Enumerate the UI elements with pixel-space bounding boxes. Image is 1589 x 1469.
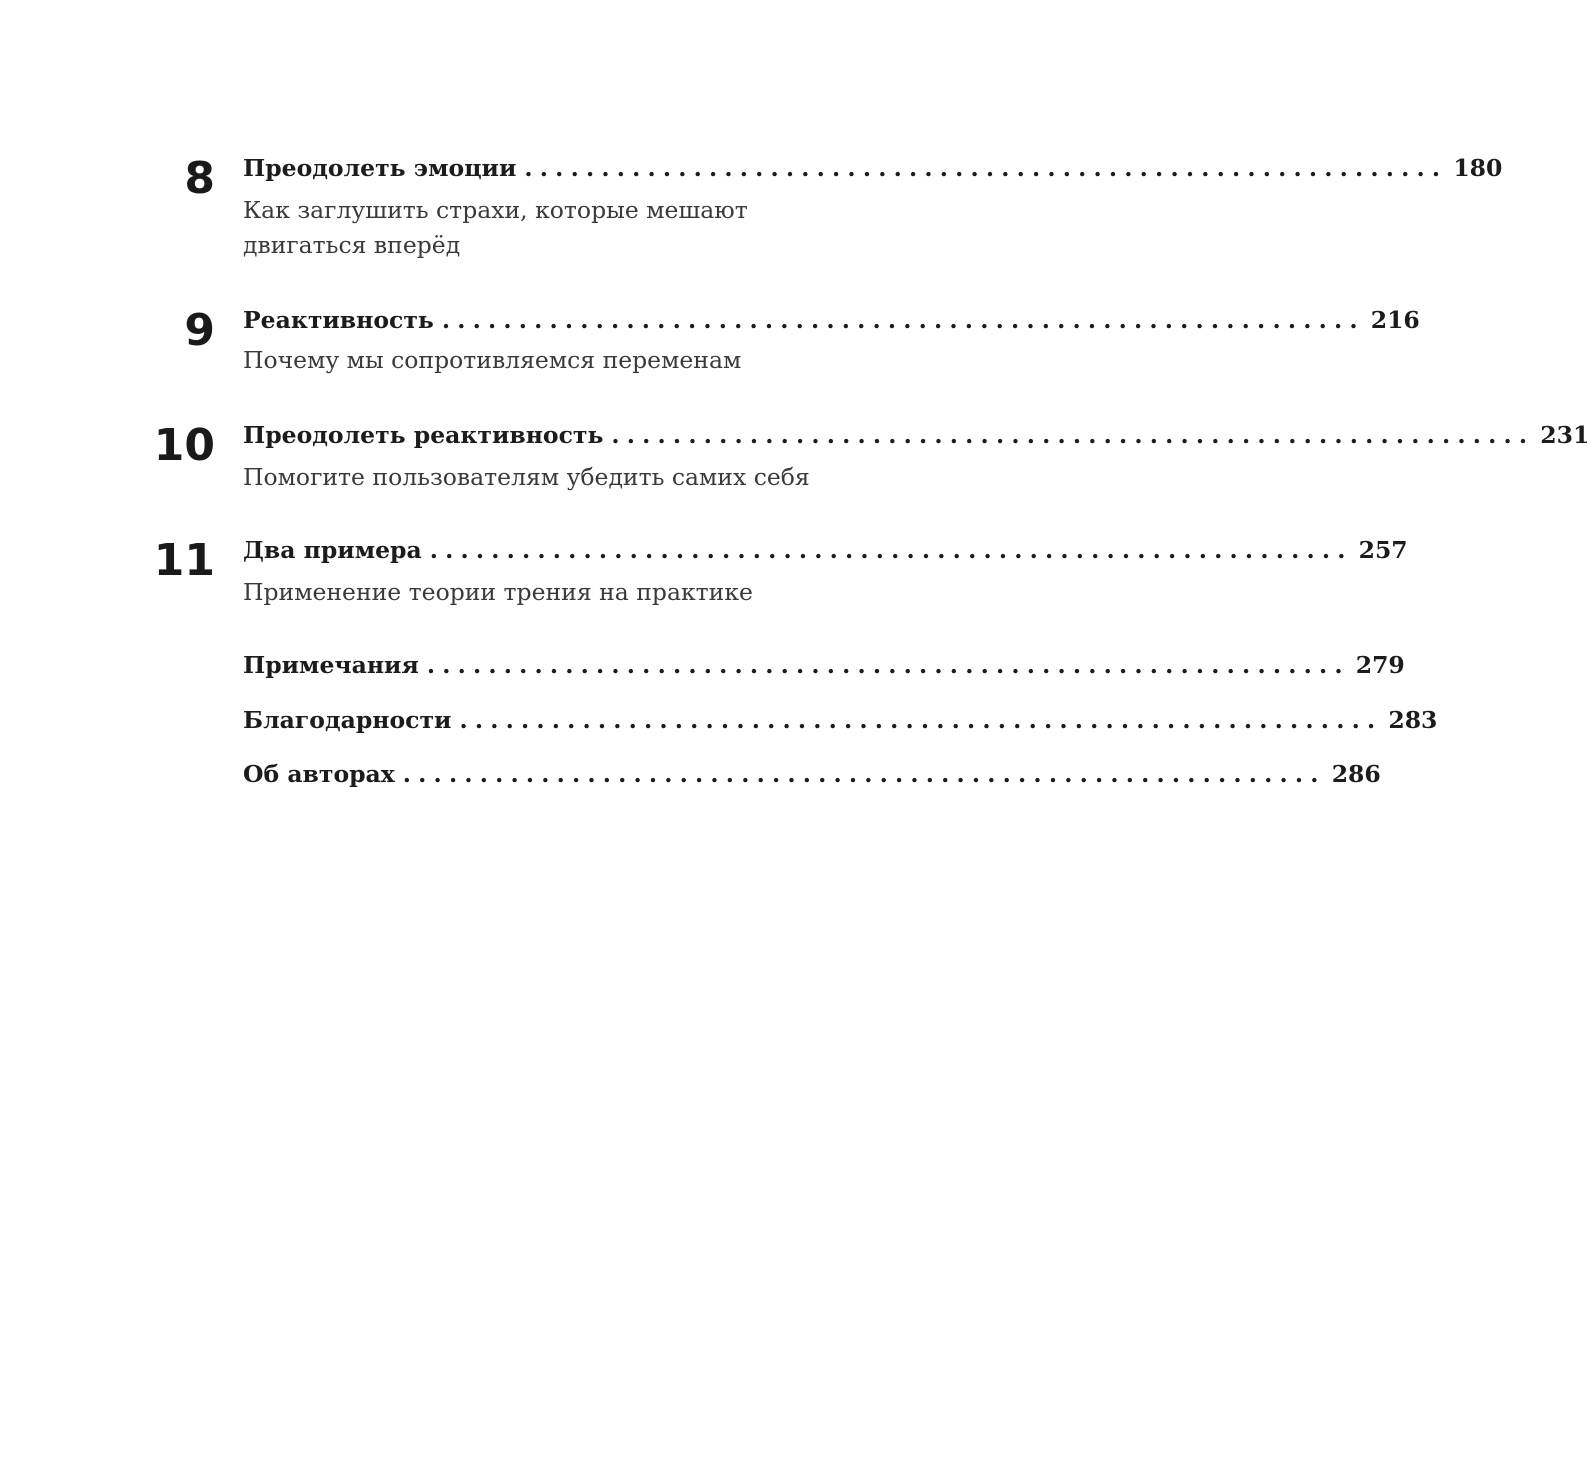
chapter-number: 11	[153, 535, 215, 586]
entry-title: Благодарности	[243, 706, 452, 734]
chapter-title: Преодолеть реактивность	[243, 421, 604, 449]
chapter-subtitle: Применение теории трения на практике	[243, 578, 753, 606]
dot-leader: ............................................................	[441, 306, 1365, 334]
dot-leader: ............................................................	[429, 536, 1353, 564]
toc-entry-line[interactable]	[243, 154, 1503, 182]
page-number: 180	[1453, 154, 1503, 182]
toc-entry-about-authors[interactable]	[243, 760, 1381, 788]
chapter-title: Два примера	[243, 536, 422, 564]
dot-leader: ............................................................	[459, 706, 1383, 734]
dot-leader: ............................................................	[611, 421, 1535, 449]
entry-title: Примечания	[243, 651, 419, 679]
dot-leader: ............................................................	[426, 651, 1350, 679]
chapter-subtitle: Как заглушить страхи, которые мешают двигаться вперёд	[243, 196, 748, 259]
toc-entry-line[interactable]	[243, 536, 1408, 564]
entry-title: Об авторах	[243, 760, 395, 788]
chapter-number: 10	[153, 420, 215, 471]
chapter-number: 8	[184, 153, 215, 204]
toc-entry-line[interactable]	[243, 306, 1420, 334]
chapter-title: Преодолеть эмоции	[243, 154, 517, 182]
dot-leader: ............................................................	[402, 760, 1326, 788]
page-number: 231	[1540, 421, 1589, 449]
page-number: 257	[1358, 536, 1408, 564]
chapter-subtitle: Почему мы сопротивляемся переменам	[243, 346, 742, 374]
page-number: 279	[1355, 651, 1405, 679]
page-number: 216	[1370, 306, 1420, 334]
chapter-number: 9	[184, 305, 215, 356]
toc-entry-acknowledgements[interactable]	[243, 706, 1438, 734]
dot-leader: ............................................................	[524, 154, 1448, 182]
page-number: 286	[1331, 760, 1381, 788]
page-number: 283	[1388, 706, 1438, 734]
chapter-subtitle: Помогите пользователям убедить самих себя	[243, 463, 810, 491]
chapter-title: Реактивность	[243, 306, 434, 334]
toc-entry-notes[interactable]	[243, 651, 1405, 679]
toc-entry-line[interactable]	[243, 421, 1589, 449]
